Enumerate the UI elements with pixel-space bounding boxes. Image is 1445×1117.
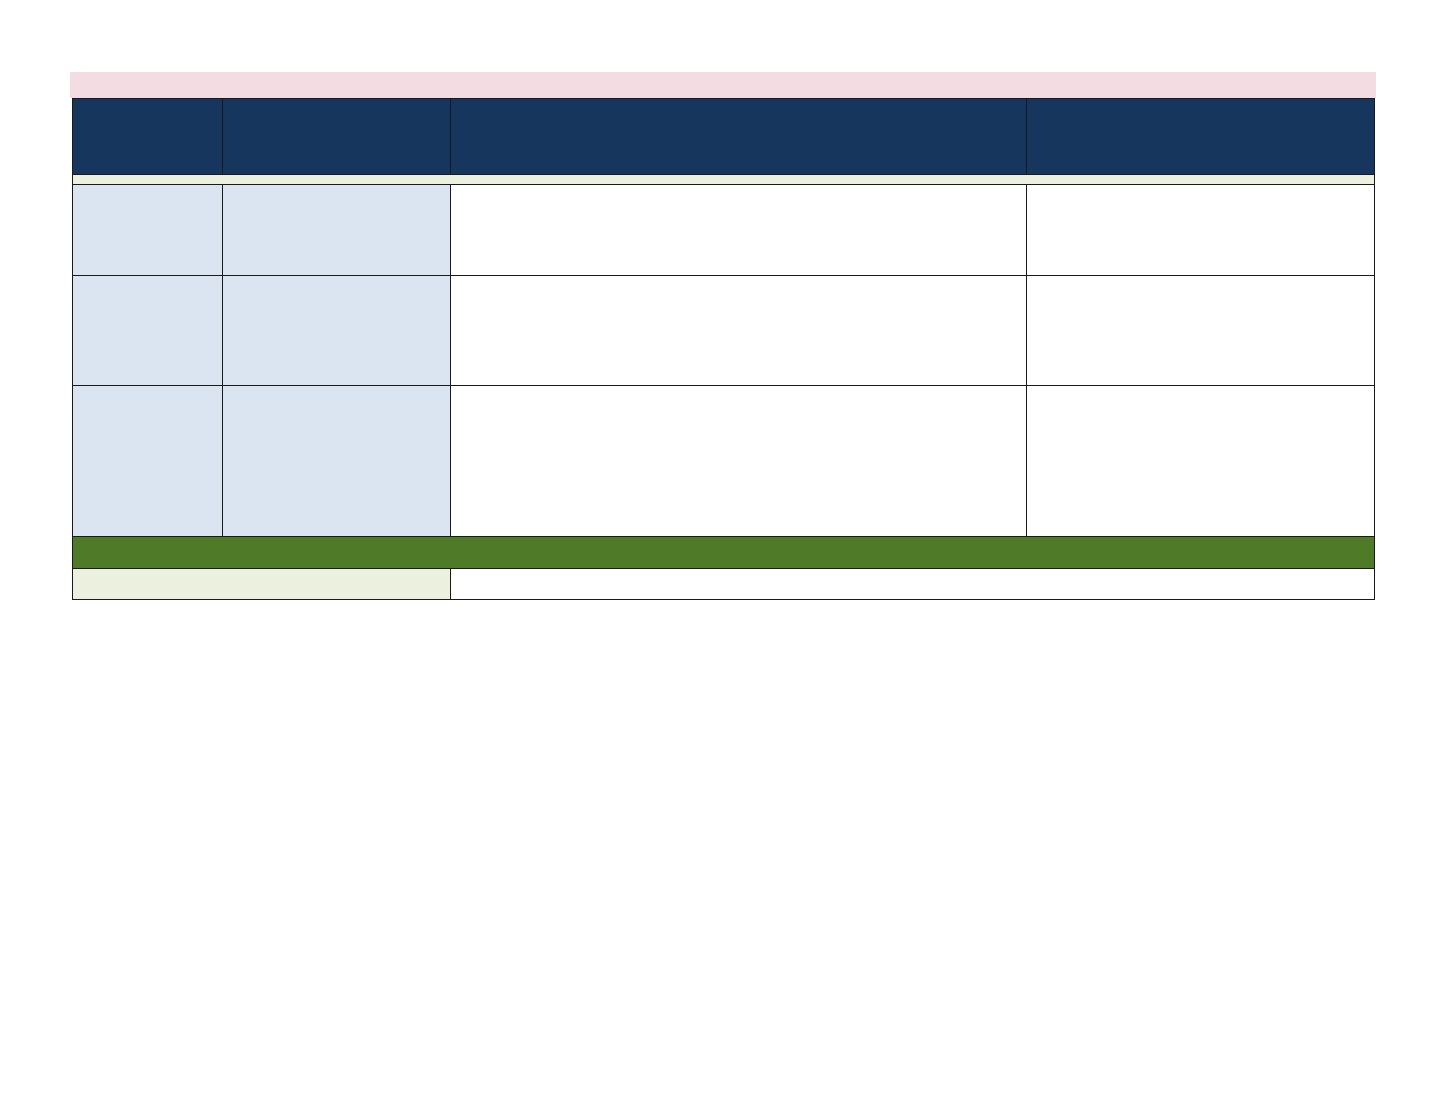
moment-cell	[73, 276, 223, 386]
col-header-evidence	[1027, 99, 1375, 175]
evidence-cell	[1027, 276, 1375, 386]
lesson-plan-page	[70, 72, 1376, 600]
moment-row-2	[73, 276, 1375, 386]
col-header-activities	[451, 99, 1027, 175]
activities-cell	[451, 386, 1027, 537]
moment-cell	[73, 185, 223, 276]
moment-row-3	[73, 386, 1375, 537]
table-header-row	[73, 99, 1375, 175]
col-header-moment	[73, 99, 223, 175]
page-title	[70, 72, 1376, 98]
criterion-cell	[451, 569, 1375, 600]
start-activity-row	[73, 175, 1375, 185]
campo-cell	[223, 276, 451, 386]
formative-question	[73, 537, 1375, 569]
lesson-table	[72, 98, 1375, 600]
moment-cell	[73, 386, 223, 537]
campo-cell	[223, 185, 451, 276]
moment-row-1	[73, 185, 1375, 276]
criterion-cell	[73, 569, 451, 600]
campo-cell	[223, 386, 451, 537]
evidence-cell	[1027, 386, 1375, 537]
activities-cell	[451, 276, 1027, 386]
activities-cell	[451, 185, 1027, 276]
col-header-campo	[223, 99, 451, 175]
formative-question-row	[73, 537, 1375, 569]
criteria-row	[73, 569, 1375, 600]
evidence-cell	[1027, 185, 1375, 276]
start-activity-block	[73, 175, 1375, 185]
